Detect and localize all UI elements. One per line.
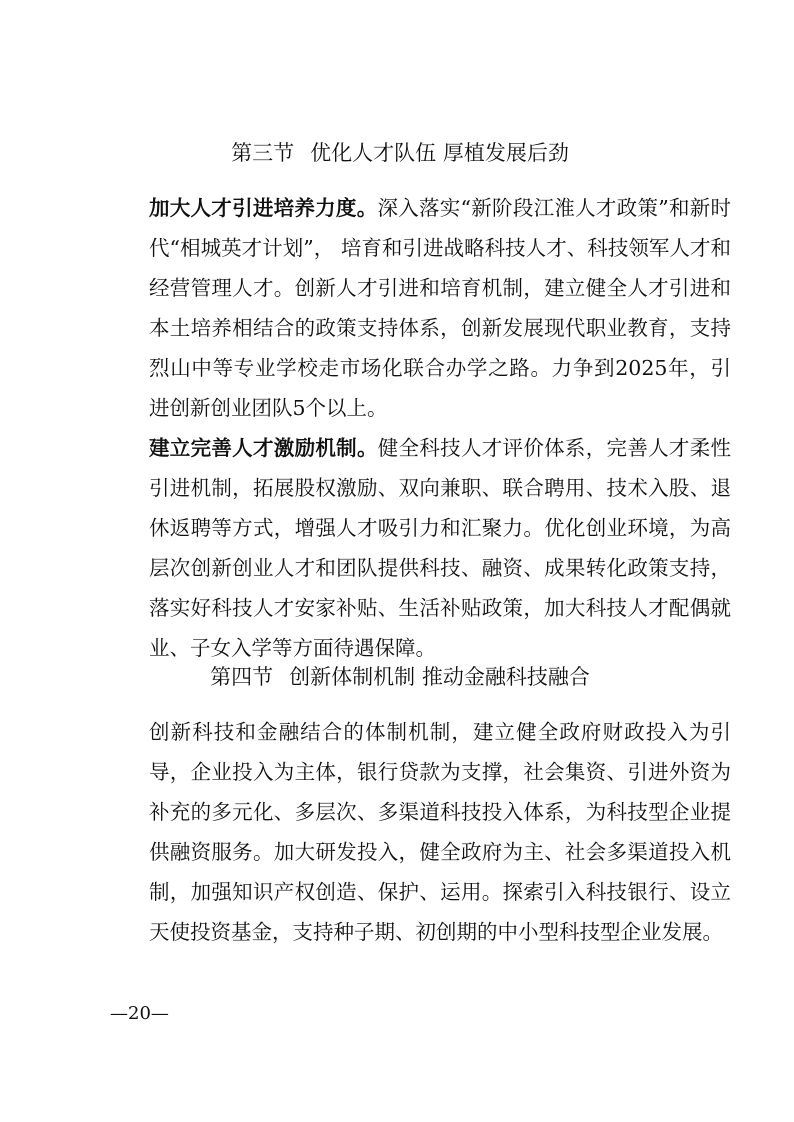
paragraph-talent-incentive [108, 428, 731, 668]
paragraph-talent-introduction [108, 188, 731, 428]
section-number: 第三节 [231, 141, 295, 165]
section-heading-3 [110, 138, 690, 168]
paragraph-lead: 加大人才引进培养力度。 [149, 196, 378, 220]
page-number: —20— [110, 1003, 169, 1024]
section-number: 第四节 [210, 665, 274, 689]
paragraph-body: 深入落实“新阶段江淮人才政策”和新时代“相城英才计划”， 培育和引进战略科技人才、科技领军人才和经营管理人才。创新人才引进和培育机制，建立健全人才引进和本土培养相结合的政策支持体系，创新发展现代职业教育，支持烈山中等专业学校走市场化联合办学之路。力争到2025年，引进创新创业团队5个以上。 [149, 196, 732, 420]
paragraph-lead: 建立完善人才激励机制。 [149, 436, 378, 460]
paragraph-finance-tech [108, 712, 731, 952]
section-heading-4 [110, 662, 690, 692]
section-title: 创新体制机制 推动金融科技融合 [289, 665, 590, 689]
paragraph-body: 健全科技人才评价体系，完善人才柔性引进机制，拓展股权激励、双向兼职、联合聘用、技术入股、退休返聘等方式，增强人才吸引力和汇聚力。优化创业环境，为高层次创新创业人才和团队提供科技、融资、成果转化政策支持，落实好科技人才安家补贴、生活补贴政策，加大科技人才配偶就业、子女入学等方面待遇保障。 [149, 436, 732, 660]
section-title: 优化人才队伍 厚植发展后劲 [310, 141, 569, 165]
paragraph-body: 创新科技和金融结合的体制机制，建立健全政府财政投入为引导，企业投入为主体，银行贷款为支撑，社会集资、引进外资为补充的多元化、多层次、多渠道科技投入体系，为科技型企业提供融资服务。加大研发投入，健全政府为主、社会多渠道投入机制，加强知识产权创造、保护、运用。探索引入科技银行、设立天使投资基金，支持种子期、初创期的中小型科技型企业发展。 [149, 720, 731, 944]
